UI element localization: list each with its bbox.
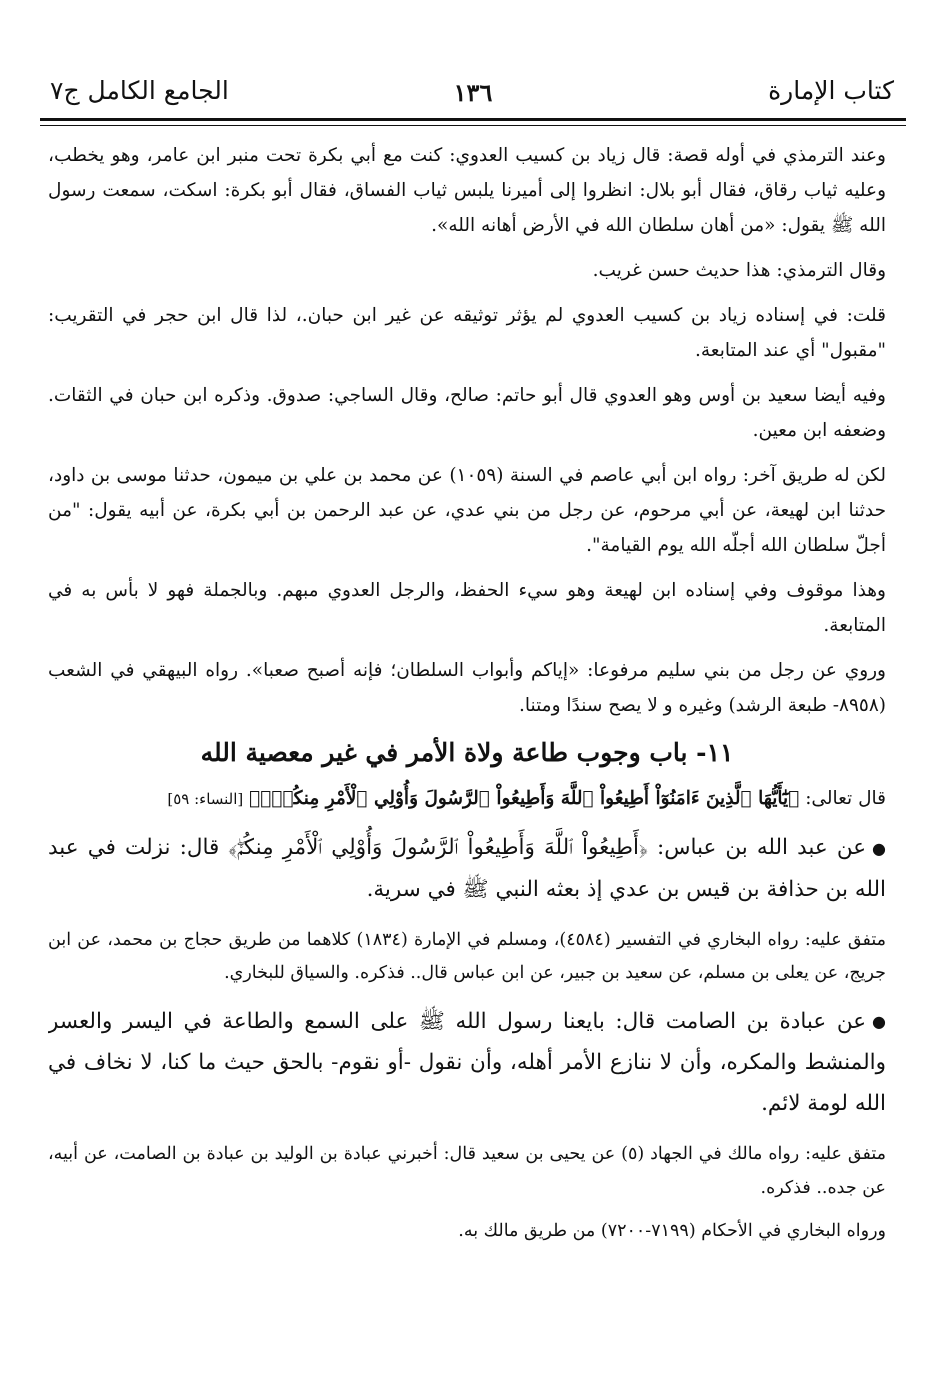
hadith-text: عن عبادة بن الصامت قال: بايعنا رسول الله ﷺ على السمع والطاعة في اليسر والعسر والمنشط والمكره، وأن لا ننازع الأمر أهله، وأن نقول -أو نقوم- بالحق حيث ما كنا، لا نخاف في الله لومة لائم. [48,1008,886,1116]
paragraph-isnad-note: قلت: في إسناده زياد بن كسيب العدوي لم يؤثر توثيقه عن غير ابن حبان.، لذا قال ابن حجر في التقريب: "مقبول" أي عند المتابعة. [48,305,886,361]
paragraph-tirmidhi-grade: وقال الترمذي: هذا حديث حسن غريب. [592,260,886,281]
takhrij-ubada: متفق عليه: رواه مالك في الجهاد (٥) عن يحيى بن سعيد قال: أخبرني عبادة بن الوليد بن عبادة بن الصامت، عن أبيه، عن جده.. فذكره. [48,1144,886,1198]
takhrij-ibn-abbas: متفق عليه: رواه البخاري في التفسير (٤٥٨٤)، ومسلم في الإمارة (١٨٣٤) كلاهما من طريق حجاج بن محمد، عن ابن جريج، عن يعلى بن مسلم، عن سعيد بن جبير، عن ابن عباس قال.. فذكره. والسياق للبخاري. [48,929,886,983]
page-number: ١٣٦ [453,78,493,107]
header-rule-thin [40,125,906,126]
bullet-icon: ● [872,1012,886,1031]
paragraph-tirmidhi-story: وعند الترمذي في أوله قصة: قال زياد بن كسيب العدوي: كنت مع أبي بكرة تحت منبر ابن عامر، وهو يخطب، وعليه ثياب رقاق، فقال أبو بلال: انظروا إلى أميرنا يلبس ثياب الفساق، فقال أبو بكرة: اسكت، سمعت رسول الله ﷺ يقول: «من أهان سلطان الله في الأرض أهانه الله». [48,145,886,236]
hadith-text: عن عبد الله بن عباس: ﴿أَطِيعُواْ ٱللَّهَ وَأَطِيعُواْ ٱلرَّسُولَ وَأُوْلِي ٱلْأَمْرِ مِنكُمْۖ﴾ قال: نزلت في عبد الله بن حذافة بن قيس بن عدي إذ بعثه النبي ﷺ في سرية. [48,835,886,902]
book-volume-title: الجامع الكامل ج٧ [50,76,229,105]
verse-text: ﴿يَٰٓأَيُّهَا ٱلَّذِينَ ءَامَنُوٓاْ أَطِيعُواْ ٱللَّهَ وَأَطِيعُواْ ٱلرَّسُولَ وَأُوْلِي ٱلْأَمْرِ مِنكُمْۖ﴾ [249,788,800,809]
hadith-ubada [48,1001,886,1125]
takhrij-ubada-bukhari: ورواه البخاري في الأحكام (٧١٩٩-٧٢٠٠) من طريق مالك به. [458,1221,886,1241]
paragraph-narrator-note: وفيه أيضا سعيد بن أوس وهو العدوي قال أبو حاتم: صالح، وقال الساجي: صدوق. وذكره ابن حبان في الثقات. وضعفه ابن معين. [48,385,886,441]
paragraph-bayhaqi: وروي عن رجل من بني سليم مرفوعا: «إياكم وأبواب السلطان؛ فإنه أصبح صعبا». رواه البيهقي في الشعب (٨٩٥٨- طبعة الرشد) وغيره و لا يصح سندًا ومتنا. [48,660,886,716]
verse-intro: قال تعالى: [805,788,886,809]
bullet-icon: ● [872,838,886,858]
page-body [48,138,886,1365]
chapter-title: ١١- باب وجوب طاعة ولاة الأمر في غير معصية الله [200,738,734,767]
hadith-ibn-abbas [48,827,886,910]
header-rule-thick [40,118,906,121]
book-section-title: كتاب الإمارة [768,76,894,105]
paragraph-mawquf-note: وهذا موقوف وفي إسناده ابن لهيعة وهو سيء الحفظ، والرجل العدوي مبهم. وبالجملة فهو لا بأس به في المتابعة. [48,580,886,636]
verse-line [48,781,886,817]
page-header [40,68,906,120]
verse-reference: [النساء: ٥٩] [167,790,244,808]
paragraph-other-route: لكن له طريق آخر: رواه ابن أبي عاصم في السنة (١٠٥٩) عن محمد بن علي بن ميمون، حدثنا موسى بن داود، حدثنا ابن لهيعة، عن أبي مرحوم، عن رجل من بني عدي، عن عبد الرحمن بن أبي بكرة، عن أبيه يقول: "من أجلّ سلطان الله أجلّه الله يوم القيامة". [48,465,886,556]
